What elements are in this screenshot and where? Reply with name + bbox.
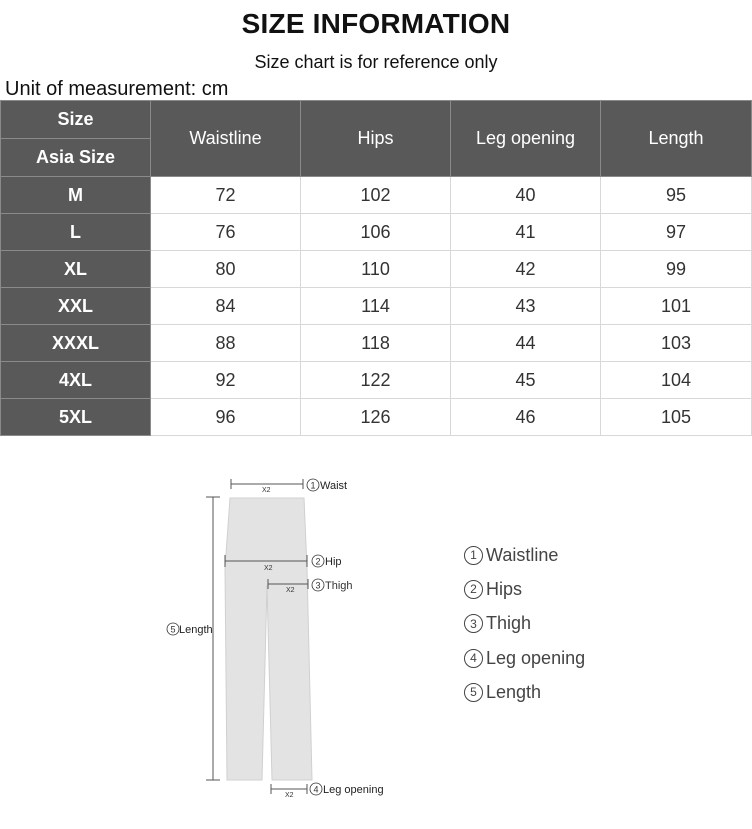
table-row: [1, 399, 752, 436]
value-cell: 110: [301, 251, 451, 288]
waist-measure: [231, 479, 347, 494]
legend-item: [464, 572, 585, 606]
value-cell: 97: [601, 214, 752, 251]
value-cell: 92: [151, 362, 301, 399]
legend-label: Length: [486, 681, 542, 702]
value-cell: 114: [301, 288, 451, 325]
value-cell: 40: [451, 177, 601, 214]
value-cell: 45: [451, 362, 601, 399]
col-header-hips: Hips: [301, 101, 451, 177]
asia-size-header: Asia Size: [1, 139, 151, 177]
value-cell: 43: [451, 288, 601, 325]
value-cell: 88: [151, 325, 301, 362]
page-title: SIZE INFORMATION: [241, 8, 511, 39]
legend-item: [464, 641, 585, 675]
value-cell: 126: [301, 399, 451, 436]
pants-diagram: [0, 450, 752, 829]
size-cell: XXXL: [1, 325, 151, 362]
value-cell: 96: [151, 399, 301, 436]
value-cell: 80: [151, 251, 301, 288]
leg-opening-number: 4: [313, 784, 319, 795]
col-header-leg-opening: Leg opening: [451, 101, 601, 177]
table-row: [1, 214, 752, 251]
size-cell: 4XL: [1, 362, 151, 399]
value-cell: 95: [601, 177, 752, 214]
pants-silhouette: [225, 498, 312, 780]
leg-opening-measure: [271, 783, 384, 799]
thigh-x2-label: X2: [286, 587, 295, 594]
value-cell: 99: [601, 251, 752, 288]
legend-item: [464, 675, 585, 709]
legend-number: 5: [464, 683, 483, 702]
value-cell: 44: [451, 325, 601, 362]
legend-item: [464, 607, 585, 641]
waist-x2-label: X2: [262, 487, 271, 494]
size-cell: L: [1, 214, 151, 251]
table-row: [1, 288, 752, 325]
hip-number: 2: [315, 556, 321, 567]
thigh-label: Thigh: [325, 580, 353, 592]
hip-x2-label: X2: [264, 565, 273, 572]
legend-label: Leg opening: [486, 647, 586, 668]
size-cell: XL: [1, 251, 151, 288]
leg-opening-x2-label: X2: [285, 792, 294, 799]
thigh-number: 3: [315, 580, 321, 591]
table-row: [1, 362, 752, 399]
table-row: [1, 251, 752, 288]
length-number: 5: [170, 624, 176, 635]
value-cell: 101: [601, 288, 752, 325]
legend-number: 3: [464, 614, 483, 633]
table-body: [1, 177, 752, 436]
hip-label: Hip: [325, 556, 342, 568]
col-header-length: Length: [601, 101, 752, 177]
value-cell: 42: [451, 251, 601, 288]
value-cell: 102: [301, 177, 451, 214]
length-label: Length: [179, 624, 213, 636]
table-row: [1, 325, 752, 362]
size-header: Size: [1, 101, 151, 139]
waist-number: 1: [310, 480, 316, 491]
value-cell: 118: [301, 325, 451, 362]
value-cell: 103: [601, 325, 752, 362]
waist-label: Waist: [320, 480, 348, 492]
unit-label: Unit of measurement: cm: [5, 78, 229, 100]
legend-label: Waistline: [486, 544, 559, 565]
length-measure: [167, 497, 220, 780]
page-subtitle: Size chart is for reference only: [254, 52, 498, 72]
value-cell: 105: [601, 399, 752, 436]
legend-number: 1: [464, 546, 483, 565]
size-cell: 5XL: [1, 399, 151, 436]
value-cell: 46: [451, 399, 601, 436]
value-cell: 84: [151, 288, 301, 325]
size-cell: XXL: [1, 288, 151, 325]
legend-label: Hips: [486, 578, 523, 599]
size-table: [0, 100, 752, 436]
value-cell: 104: [601, 362, 752, 399]
measurement-legend: [464, 538, 585, 709]
value-cell: 72: [151, 177, 301, 214]
legend-label: Thigh: [486, 613, 532, 634]
value-cell: 76: [151, 214, 301, 251]
leg-opening-label: Leg opening: [323, 784, 384, 796]
value-cell: 106: [301, 214, 451, 251]
size-cell: M: [1, 177, 151, 214]
col-header-waistline: Waistline: [151, 101, 301, 177]
value-cell: 122: [301, 362, 451, 399]
value-cell: 41: [451, 214, 601, 251]
legend-number: 4: [464, 649, 483, 668]
legend-number: 2: [464, 580, 483, 599]
table-row: [1, 177, 752, 214]
legend-item: [464, 538, 585, 572]
